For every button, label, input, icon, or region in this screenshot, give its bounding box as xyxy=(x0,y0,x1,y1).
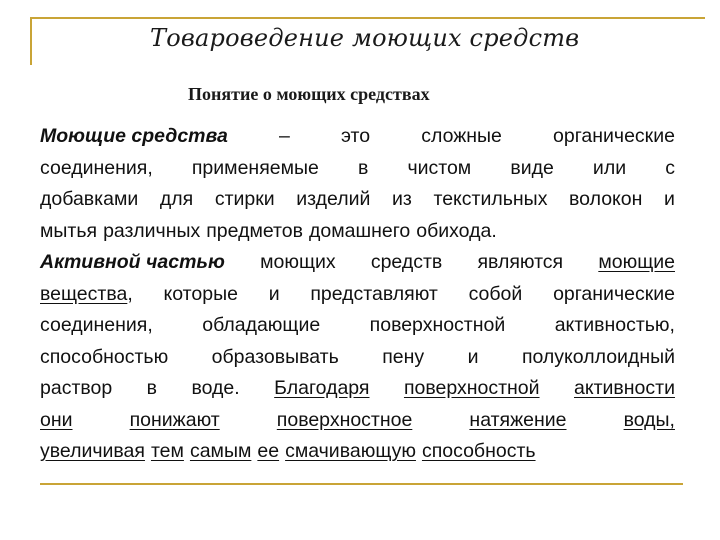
word: воды, xyxy=(623,408,675,431)
word: предметов xyxy=(206,219,303,242)
word: активностью, xyxy=(554,314,675,336)
word: обладающие xyxy=(202,314,321,336)
word: органические xyxy=(553,125,675,147)
text-line xyxy=(40,216,675,248)
word-group xyxy=(40,279,133,311)
text-line xyxy=(40,121,675,153)
frame-top-line xyxy=(30,17,705,19)
word: моющих xyxy=(260,251,336,273)
word: являются xyxy=(477,251,564,273)
word: ее xyxy=(257,440,280,462)
word: смачивающую xyxy=(285,440,416,462)
word: виде xyxy=(510,156,554,179)
word: способность xyxy=(421,440,536,462)
word: изделий xyxy=(296,188,371,210)
word: средств xyxy=(370,251,443,273)
word: и xyxy=(268,282,280,305)
word: Благодаря xyxy=(274,377,370,399)
word: чистом xyxy=(407,156,472,179)
word: полуколлоидный xyxy=(521,345,675,368)
word: образовывать xyxy=(211,345,339,368)
term-active-part: Активной частью xyxy=(40,251,225,273)
word: текстильных xyxy=(433,188,548,210)
word: воде. xyxy=(191,377,240,399)
text-line xyxy=(40,342,675,374)
word: пену xyxy=(382,345,425,368)
word: из xyxy=(392,188,412,210)
word: добавками xyxy=(40,188,139,210)
word: тем xyxy=(150,440,184,462)
word: и xyxy=(664,188,675,210)
word: соединения, xyxy=(40,314,153,336)
slide-subtitle: Понятие о моющих средствах xyxy=(188,84,430,104)
word: органические xyxy=(553,282,675,305)
word: или xyxy=(592,156,627,179)
text-line xyxy=(40,279,675,311)
word: поверхностное xyxy=(276,408,413,431)
word: поверхностной xyxy=(403,377,540,399)
word: вещества xyxy=(40,282,128,305)
text-line xyxy=(40,184,675,216)
frame-left-line xyxy=(30,17,32,65)
word: домашнего xyxy=(308,219,411,242)
word: соединения, xyxy=(40,156,153,179)
word: увеличивая xyxy=(40,440,145,462)
word: представляют xyxy=(310,282,438,305)
word: и xyxy=(467,345,479,368)
text-line xyxy=(40,373,675,405)
word: способностью xyxy=(40,345,169,368)
slide-title: Товароведение моющих средств xyxy=(150,24,580,52)
text-line xyxy=(40,153,675,185)
text-line xyxy=(40,310,675,342)
text-line xyxy=(40,405,675,437)
word: в xyxy=(357,156,369,179)
body-text xyxy=(40,121,675,468)
word: мытья xyxy=(40,219,98,242)
word: сложные xyxy=(421,125,502,147)
word: которые xyxy=(163,282,238,305)
word: применяемые xyxy=(191,156,319,179)
word: они xyxy=(40,408,73,431)
word: поверхностной xyxy=(369,314,506,336)
word: моющие xyxy=(598,251,675,273)
term-detergents: Моющие средства xyxy=(40,125,228,147)
word: понижают xyxy=(129,408,220,431)
word: самым xyxy=(189,440,252,462)
word: это xyxy=(341,125,371,147)
word: , xyxy=(127,282,133,305)
word: раствор xyxy=(40,377,113,399)
word: активности xyxy=(574,377,675,399)
word: стирки xyxy=(214,188,275,210)
text-line xyxy=(40,247,675,279)
word: волокон xyxy=(569,188,643,210)
word: обихода. xyxy=(416,219,497,242)
word: различных xyxy=(103,219,201,242)
frame-bottom-line xyxy=(40,483,683,485)
word: с xyxy=(665,156,675,179)
text-line xyxy=(40,436,675,468)
word: для xyxy=(159,188,194,210)
word: – xyxy=(279,125,290,147)
word: в xyxy=(146,377,158,399)
word: собой xyxy=(468,282,523,305)
word: натяжение xyxy=(469,408,567,431)
